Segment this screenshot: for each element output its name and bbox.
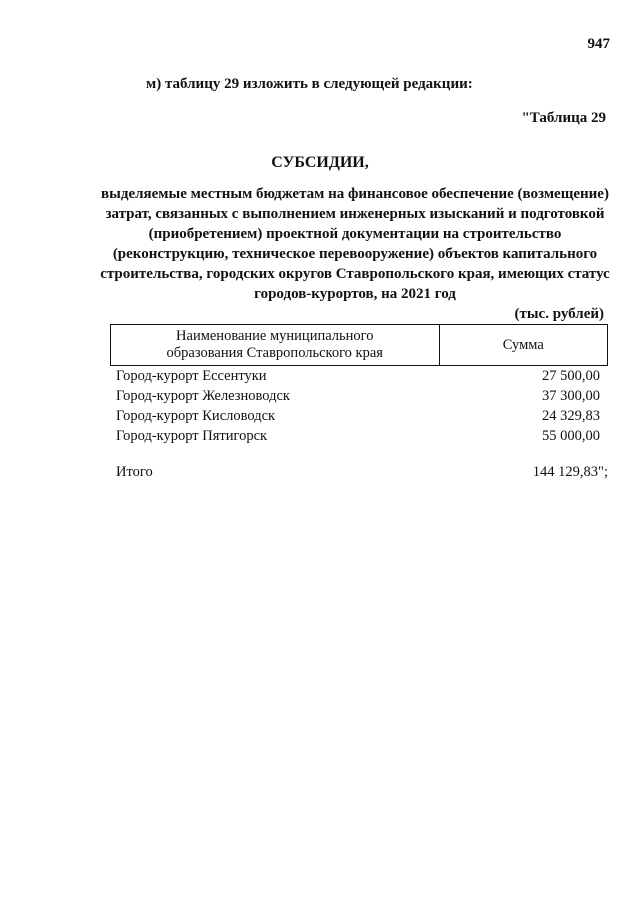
header-municipality bbox=[111, 325, 440, 366]
header-sum: Сумма bbox=[439, 325, 607, 366]
row-sum: 37 300,00 bbox=[542, 388, 600, 404]
document-subtitle bbox=[90, 184, 620, 304]
table-header bbox=[110, 324, 608, 366]
unit-note: (тыс. рублей) bbox=[514, 306, 604, 322]
subtitle-line: затрат, связанных с выполнением инженерных изысканий и подготовкой bbox=[105, 206, 605, 222]
subtitle-line: (приобретением) проектной документации на строительство bbox=[148, 226, 562, 242]
row-name: Город-курорт Кисловодск bbox=[116, 408, 276, 424]
table-body bbox=[116, 366, 600, 446]
subtitle-line: строительства, городских округов Ставропольского края, имеющих статус bbox=[100, 266, 610, 282]
table-row bbox=[116, 406, 600, 426]
subtitle-line: выделяемые местным бюджетам на финансовое обеспечение (возмещение) bbox=[101, 186, 609, 202]
row-name: Город-курорт Железноводск bbox=[116, 388, 290, 404]
instruction-text: м) таблицу 29 изложить в следующей редакции: bbox=[146, 76, 473, 92]
row-sum: 55 000,00 bbox=[542, 428, 600, 444]
page-number: 947 bbox=[587, 36, 610, 52]
table-row bbox=[116, 386, 600, 406]
total-label: Итого bbox=[116, 464, 153, 480]
subtitle-line: (реконструкцию, техническое перевооружение) объектов капитального bbox=[112, 246, 598, 262]
table-row bbox=[116, 426, 600, 446]
row-name: Город-курорт Пятигорск bbox=[116, 428, 268, 444]
table-row bbox=[116, 366, 600, 386]
total-row bbox=[116, 464, 608, 481]
document-title: СУБСИДИИ, bbox=[271, 154, 369, 171]
subtitle-line: городов-курортов, на 2021 год bbox=[254, 286, 456, 302]
row-sum: 24 329,83 bbox=[542, 408, 600, 424]
table-caption: "Таблица 29 bbox=[521, 110, 606, 126]
row-sum: 27 500,00 bbox=[542, 368, 600, 384]
total-value: 144 129,83"; bbox=[532, 464, 608, 480]
header-municipality-line2: образования Ставропольского края bbox=[166, 345, 383, 361]
header-municipality-line1: Наименование муниципального bbox=[176, 328, 374, 344]
row-name: Город-курорт Ессентуки bbox=[116, 368, 267, 384]
